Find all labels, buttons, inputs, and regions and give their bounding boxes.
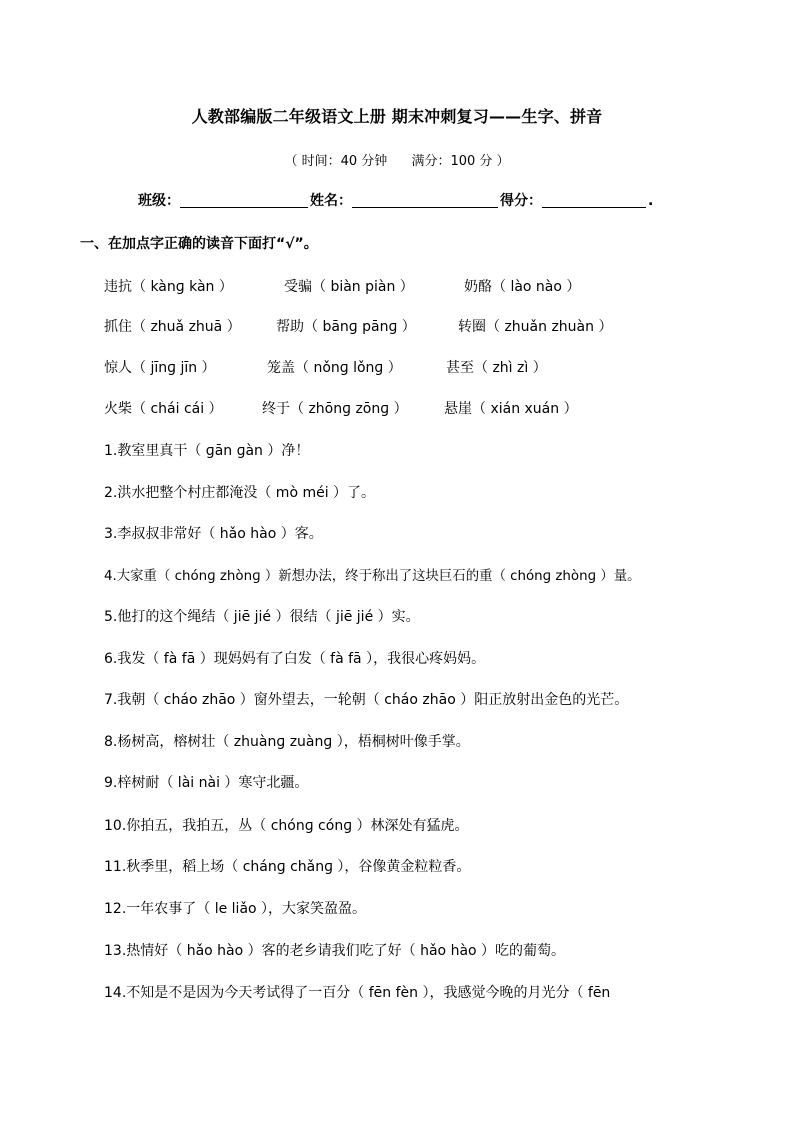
class-blank[interactable] (180, 193, 308, 208)
question-item: 3.李叔叔非常好（ hǎo hào ）客。 (104, 526, 323, 542)
word-item: 帮助（ bānɡ pānɡ ） (276, 319, 416, 335)
question-item: 12.一年农事了（ le liǎo ），大家笑盈盈。 (104, 901, 367, 917)
word-item: 抓住（ zhuǎ zhuā ） (104, 319, 241, 335)
question-item: 7.我朝（ cháo zhāo ）窗外望去，一轮朝（ cháo zhāo ）阳正放射出金色的光芒。 (104, 692, 629, 708)
question-item: 8.杨树高，榕树壮（ zhuànɡ zuànɡ ），梧桐树叶像手掌。 (104, 734, 470, 750)
word-item: 火柴（ chái cái ） (104, 401, 223, 417)
word-item: 笼盖（ nǒnɡ lǒnɡ ） (267, 360, 402, 376)
class-label: 班级： (138, 193, 180, 209)
question-item: 9.梓树耐（ lài nài ）寒守北疆。 (104, 775, 309, 791)
word-item: 终于（ zhōnɡ zōnɡ ） (262, 401, 408, 417)
word-item: 转圈（ zhuǎn zhuàn ） (458, 319, 613, 335)
word-item: 甚至（ zhì zì ） (446, 360, 547, 376)
question-item: 11.秋季里，稻上场（ chánɡ chǎnɡ ），谷像黄金粒粒香。 (104, 859, 471, 875)
word-item: 悬崖（ xián xuán ） (444, 401, 578, 417)
score-label: 得分： (500, 193, 542, 209)
question-item: 10.你拍五，我拍五，丛（ chónɡ cónɡ ）林深处有猛虎。 (104, 818, 469, 834)
question-item: 6.我发（ fà fā ）现妈妈有了白发（ fà fā ），我很心疼妈妈。 (104, 651, 486, 667)
word-item: 奶酪（ lào nào ） (464, 279, 581, 295)
name-label: 姓名： (310, 193, 352, 209)
score-blank[interactable] (542, 193, 646, 208)
section-heading: 一、在加点字正确的读音下面打“√”。 (80, 236, 318, 252)
question-item: 14.不知是不是因为今天考试得了一百分（ fēn fèn ），我感觉今晚的月光分（ fēn (104, 985, 611, 1001)
question-item: 4.大家重（ chónɡ zhònɡ ）新想办法，终于称出了这块巨石的重（ chónɡ zhònɡ ）量。 (104, 569, 641, 584)
question-item: 1.教室里真干（ ɡān ɡàn ）净！ (104, 443, 310, 459)
name-blank[interactable] (352, 193, 498, 208)
word-item: 受骗（ biàn piàn ） (284, 279, 414, 295)
question-item: 5.他打的这个绳结（ jiē jié ）很结（ jiē jié ）实。 (104, 609, 420, 625)
question-item: 13.热情好（ hǎo hào ）客的老乡请我们吃了好（ hǎo hào ）吃的葡萄。 (104, 943, 566, 959)
word-item: 违抗（ kànɡ kàn ） (104, 279, 233, 295)
page-title: 人教部编版二年级语文上册 期末冲刺复习——生字、拼音 (191, 107, 603, 126)
exam-meta (0, 150, 794, 169)
word-item: 惊人（ jīnɡ jīn ） (104, 360, 216, 376)
question-item: 2.洪水把整个村庄都淹没（ mò méi ）了。 (104, 485, 376, 501)
time-limit: （ 时间：40 分钟 (284, 154, 388, 169)
student-info-line (138, 190, 653, 210)
info-end: . (648, 193, 654, 209)
full-score: 满分：100 分 ） (411, 154, 510, 169)
